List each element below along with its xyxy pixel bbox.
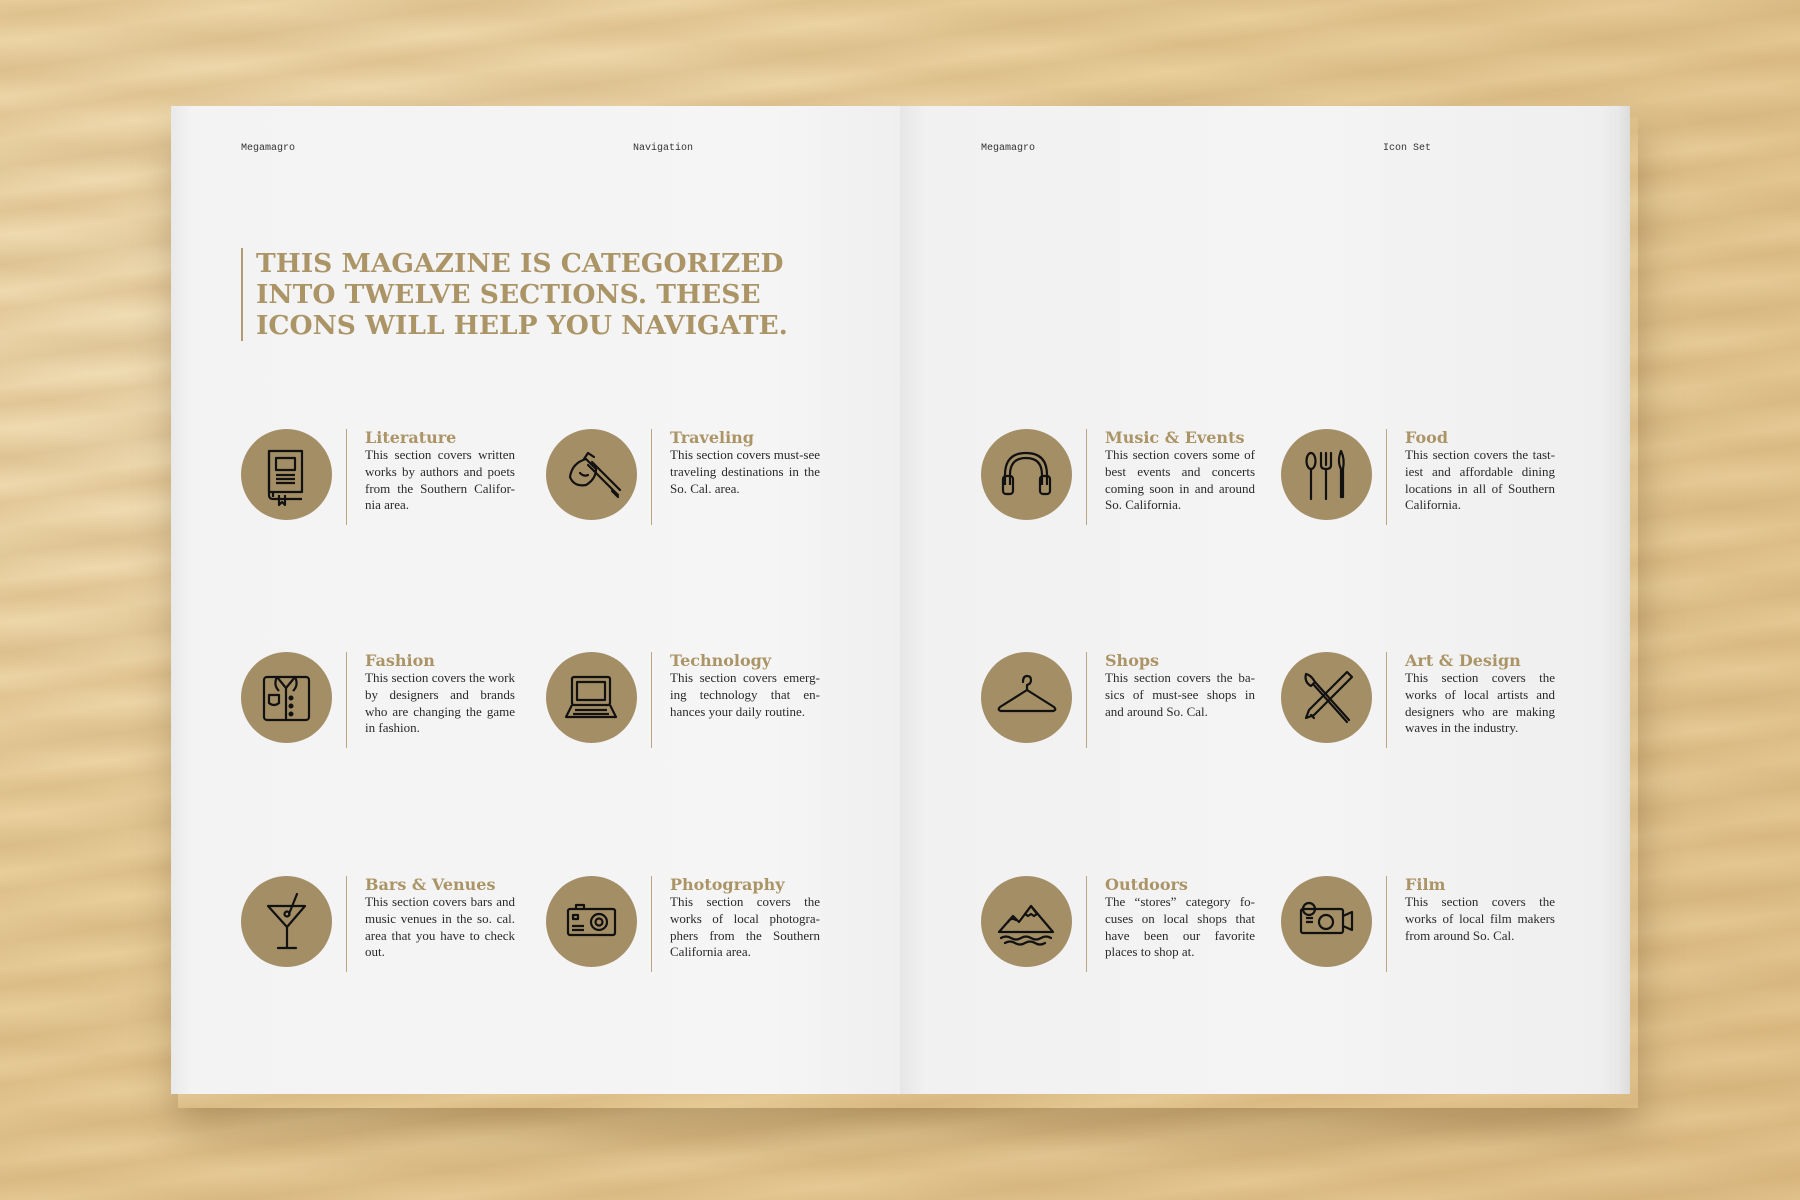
divider <box>1386 429 1387 525</box>
left-header-brand: Megamagro <box>241 143 296 154</box>
hanger-icon <box>981 652 1072 743</box>
section-description: This section covers the work by designers and brands who are changing the game in fashion. <box>365 670 515 736</box>
section-description: This section covers must-see traveling destinations in the So. Cal. area. <box>670 447 820 496</box>
section-literature <box>241 429 521 525</box>
divider <box>651 652 652 748</box>
brush-pencil-icon <box>1281 652 1372 743</box>
section-title: Traveling <box>670 428 754 447</box>
section-description: This section covers the ba-sics of must-see shops in and around So. Cal. <box>1105 670 1255 719</box>
section-title: Technology <box>670 651 772 670</box>
headline-block <box>241 248 831 341</box>
section-art-design <box>1281 652 1561 748</box>
section-description: This section covers written works by authors and poets from the Southern Califor-nia area. <box>365 447 515 513</box>
section-title: Outdoors <box>1105 875 1188 894</box>
right-page <box>900 106 1629 1094</box>
section-description: The “stores” category fo-cuses on local shops that have been our favorite places to shop at. <box>1105 894 1255 960</box>
headphones-icon <box>981 429 1072 520</box>
divider <box>1386 876 1387 972</box>
bindle-icon <box>546 429 637 520</box>
section-title: Film <box>1405 875 1446 894</box>
section-food <box>1281 429 1561 525</box>
divider <box>346 652 347 748</box>
section-description: This section covers the works of local film makers from around So. Cal. <box>1405 894 1555 943</box>
section-fashion <box>241 652 521 748</box>
section-title: Fashion <box>365 651 435 670</box>
laptop-icon <box>546 652 637 743</box>
section-title: Art & Design <box>1405 651 1521 670</box>
divider <box>1386 652 1387 748</box>
magazine-spread <box>171 106 1629 1094</box>
divider <box>346 876 347 972</box>
section-description: This section covers bars and music venues in the so. cal. area that you have to check out. <box>365 894 515 960</box>
divider <box>651 429 652 525</box>
section-description: This section covers the works of local photogra-phers from the Southern California area. <box>670 894 820 960</box>
cutlery-icon <box>1281 429 1372 520</box>
section-description: This section covers the tast-iest and affordable dining locations in all of Southern California. <box>1405 447 1555 513</box>
page-headline: THIS MAGAZINE IS CATEGORIZED INTO TWELVE SECTIONS. THESE ICONS WILL HELP YOU NAVIGATE. <box>256 248 788 341</box>
left-header-section: Navigation <box>633 143 694 154</box>
page-edge <box>1616 106 1630 1094</box>
left-page <box>171 106 900 1094</box>
divider <box>346 429 347 525</box>
section-outdoors <box>981 876 1261 972</box>
shirt-icon <box>241 652 332 743</box>
divider <box>1086 429 1087 525</box>
section-music-events <box>981 429 1261 525</box>
right-header-brand: Megamagro <box>981 143 1036 154</box>
martini-icon <box>241 876 332 967</box>
divider <box>1086 652 1087 748</box>
section-description: This section covers the works of local artists and designers who are making waves in the industry. <box>1405 670 1555 736</box>
section-title: Literature <box>365 428 457 447</box>
section-bars-venues <box>241 876 521 972</box>
section-photography <box>546 876 826 972</box>
section-technology <box>546 652 826 748</box>
book-icon <box>241 429 332 520</box>
section-title: Photography <box>670 875 785 894</box>
camera-icon <box>546 876 637 967</box>
section-title: Food <box>1405 428 1449 447</box>
section-film <box>1281 876 1561 972</box>
section-description: This section covers emerg-ing technology that en-hances your daily routine. <box>670 670 820 719</box>
section-title: Shops <box>1105 651 1160 670</box>
divider <box>1086 876 1087 972</box>
section-title: Music & Events <box>1105 428 1245 447</box>
divider <box>651 876 652 972</box>
section-shops <box>981 652 1261 748</box>
right-header-section: Icon Set <box>1383 143 1432 154</box>
section-title: Bars & Venues <box>365 875 496 894</box>
section-traveling <box>546 429 826 525</box>
film-camera-icon <box>1281 876 1372 967</box>
section-description: This section covers some of best events and concerts coming soon in and around So. California. <box>1105 447 1255 513</box>
mountain-icon <box>981 876 1072 967</box>
